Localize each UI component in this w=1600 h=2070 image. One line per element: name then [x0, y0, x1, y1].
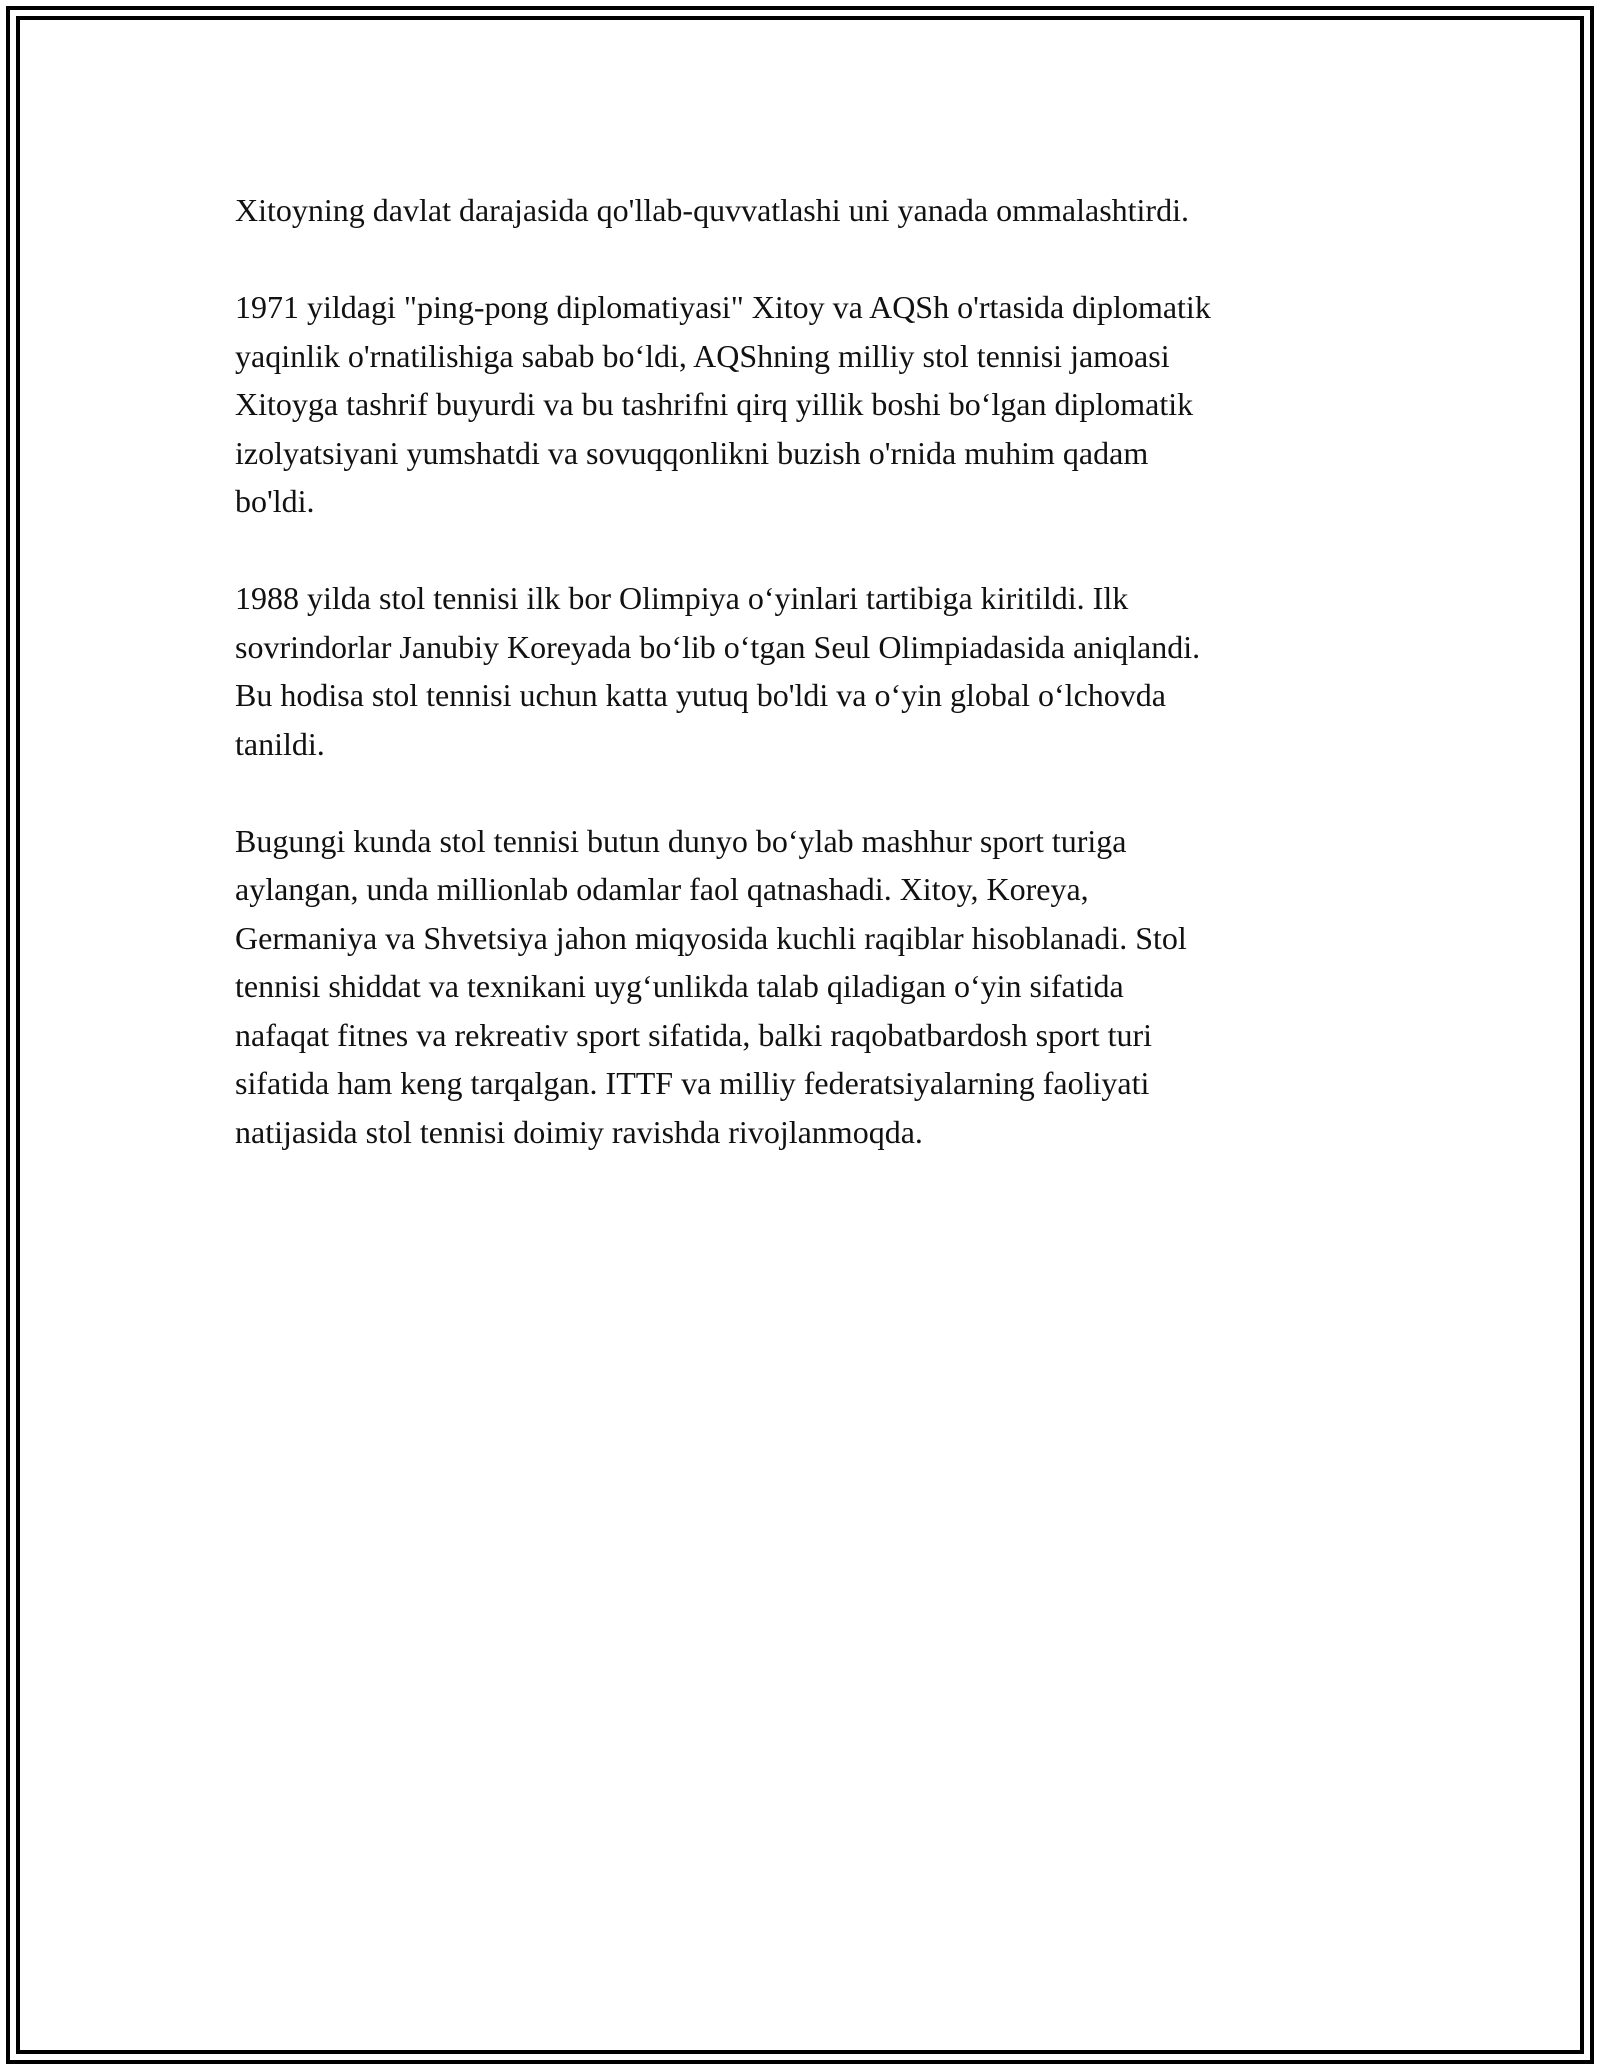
text-line: bo'ldi.	[235, 483, 315, 519]
text-line: tennisi shiddat va texnikani uyg‘unlikda talab qiladigan o‘yin sifatida	[235, 968, 1124, 1004]
paragraph-2	[235, 283, 1385, 526]
text-line: nafaqat fitnes va rekreativ sport sifatida, balki raqobatbardosh sport turi	[235, 1016, 1153, 1053]
text-line: natijasida stol tennisi doimiy ravishda rivojlanmoqda.	[235, 1113, 923, 1150]
text-line: sifatida ham keng tarqalgan. ITTF va milliy federatsiyalarning faoliyati	[235, 1065, 1150, 1101]
text-line: Xitoyning davlat darajasida qo'llab-quvvatlashi uni yanada ommalashtirdi.	[235, 192, 1189, 228]
paragraph-4	[235, 817, 1385, 1157]
paragraph-1	[235, 186, 1385, 235]
text-line: Xitoyga tashrif buyurdi va bu tashrifni qirq yillik boshi bo‘lgan diplomatik	[235, 386, 1194, 422]
text-line: 1971 yildagi "ping-pong diplomatiyasi" Xitoy va AQSh o'rtasida diplomatik	[235, 289, 1211, 325]
text-line: tanildi.	[235, 725, 325, 762]
paragraph-3	[235, 574, 1385, 768]
document-body	[235, 186, 1385, 1205]
text-line: 1988 yilda stol tennisi ilk bor Olimpiya o‘yinlari tartibiga kiritildi. Ilk	[235, 580, 1129, 616]
text-line: sovrindorlar Janubiy Koreyada bo‘lib o‘tgan Seul Olimpiadasida aniqlandi.	[235, 628, 1201, 665]
text-line: yaqinlik o'rnatilishiga sabab bo‘ldi, AQShning milliy stol tennisi jamoasi	[235, 337, 1170, 374]
text-line: Bugungi kunda stol tennisi butun dunyo bo‘ylab mashhur sport turiga	[235, 822, 1127, 859]
text-line: Germaniya va Shvetsiya jahon miqyosida kuchli raqiblar hisoblanadi. Stol	[235, 919, 1187, 956]
text-line: Bu hodisa stol tennisi uchun katta yutuq bo'ldi va o‘yin global o‘lchovda	[235, 677, 1166, 713]
text-line: aylangan, unda millionlab odamlar faol qatnashadi. Xitoy, Koreya,	[235, 871, 1089, 907]
text-line: izolyatsiyani yumshatdi va sovuqqonlikni buzish o'rnida muhim qadam	[235, 434, 1149, 471]
